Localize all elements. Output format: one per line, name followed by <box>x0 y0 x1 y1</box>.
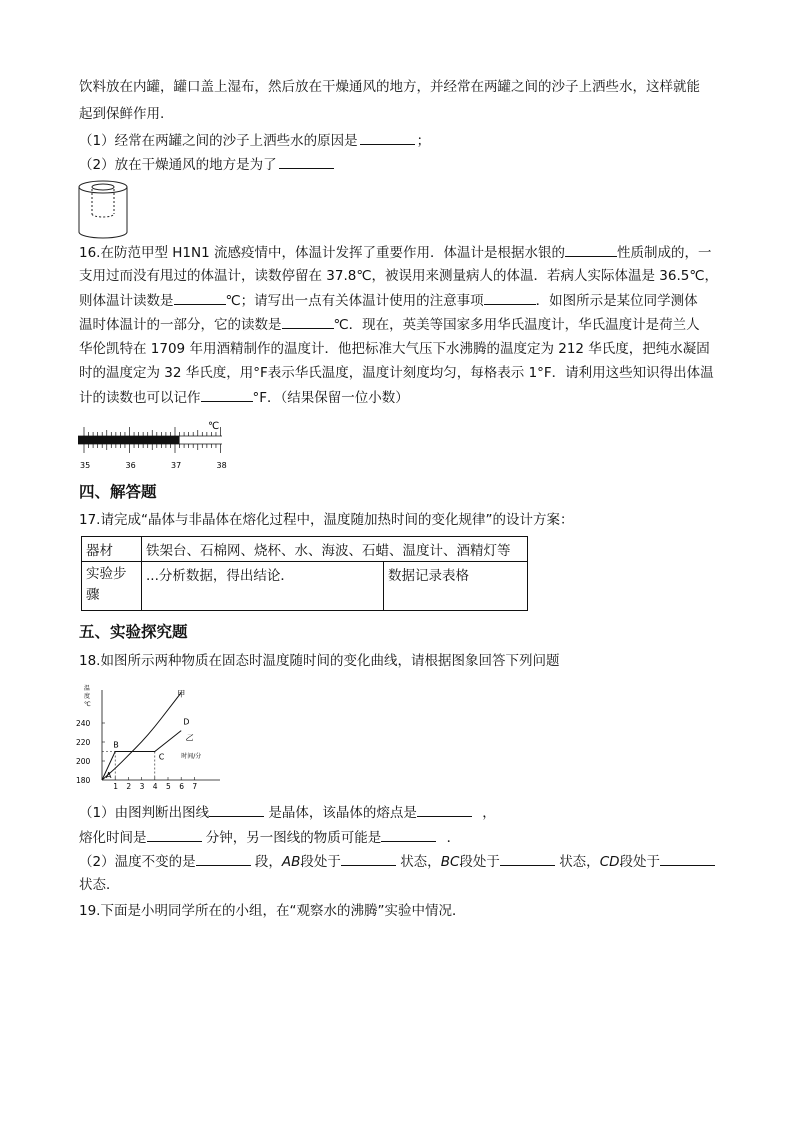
answer-blank[interactable] <box>360 130 415 145</box>
q16-line6: 时的温度定为 32 华氏度，用°F表示华氏温度，温度计刻度均匀，每格表示 1°F．请利用这些知识得出体温 <box>79 365 714 381</box>
table-cell-equipment: 铁架台、石棉网、烧杯、水、海波、石蜡、温度计、酒精灯等 <box>142 537 528 562</box>
q18-stem: 18.如图所示两种物质在固态时温度随时间的变化曲线，请根据图象回答下列问题 <box>79 653 560 669</box>
y-axis-label-2: 度 <box>84 693 91 700</box>
point-label-a: A <box>106 771 112 780</box>
x-tick-label: 7 <box>192 782 198 791</box>
thermometer-tick-label: 37 <box>171 461 182 470</box>
thermometer-unit: ℃ <box>208 421 220 432</box>
answer-blank[interactable] <box>341 851 396 866</box>
thermometer-tick-label: 38 <box>216 461 227 470</box>
answer-blank[interactable] <box>196 851 251 866</box>
q17-stem: 17.请完成“晶体与非晶体在熔化过程中，温度随加热时间的变化规律”的设计方案： <box>79 512 574 528</box>
answer-blank[interactable] <box>279 154 334 169</box>
point-label-d: D <box>183 717 190 727</box>
q18-sub2: （2）温度不变的是 段，AB段处于 状态，BC段处于 状态，CD段处于 <box>79 851 719 873</box>
series-label-jia: 甲 <box>177 689 186 699</box>
y-tick-label: 180 <box>76 776 91 785</box>
q17-design-table <box>81 536 528 611</box>
cylinder-jar-figure <box>74 178 134 242</box>
y-tick-label: 240 <box>76 719 91 728</box>
q16-line4: 温时体温计的一部分，它的读数是 ℃．现在，英美等国家多用华氏温度计，华氏温度计是荷兰人 <box>79 314 719 336</box>
q16-line1: 16.在防范甲型 H1N1 流感疫情中，体温计发挥了重要作用．体温计是根据水银的 性质制成的，一 <box>79 242 719 264</box>
section-title-5: 五、实验探究题 <box>79 623 188 641</box>
q18-sub1-line2: 熔化时间是 分钟，另一图线的物质可能是 ． <box>79 827 719 849</box>
y-axis-label-3: ℃ <box>84 701 91 708</box>
answer-blank[interactable] <box>484 290 536 305</box>
y-tick-label: 220 <box>76 738 91 747</box>
q19-stem: 19.下面是小明同学所在的小组，在“观察水的沸腾”实验中情况． <box>79 903 466 919</box>
answer-blank[interactable] <box>174 290 226 305</box>
x-tick-label: 3 <box>139 782 145 791</box>
q15-intro-line1: 饮料放在内罐，罐口盖上湿布，然后放在干燥通风的地方，并经常在两罐之间的沙子上洒些水，这样就能 <box>79 79 700 95</box>
x-tick-label: 6 <box>179 782 184 791</box>
answer-blank[interactable] <box>660 851 715 866</box>
answer-blank[interactable] <box>565 242 617 257</box>
table-cell-label: 实验步 骤 <box>82 562 142 611</box>
q15-sub1: （1）经常在两罐之间的沙子上洒些水的原因是 ； <box>79 130 719 152</box>
answer-blank[interactable] <box>500 851 555 866</box>
q16-line5: 华伦凯特在 1709 年用酒精制作的温度计．他把标准大气压下水沸腾的温度定为 212 华氏度，把纯水凝固 <box>79 341 710 357</box>
thermometer-figure <box>74 416 234 474</box>
answer-blank[interactable] <box>147 827 202 842</box>
table-row <box>82 562 528 611</box>
q15-sub2: （2）放在干燥通风的地方是为了 <box>79 154 719 176</box>
thermometer-tick-label: 35 <box>80 461 91 470</box>
answer-blank[interactable] <box>381 827 436 842</box>
mercury-column <box>78 436 180 444</box>
x-tick-label: 2 <box>126 782 132 791</box>
answer-blank[interactable] <box>282 314 334 329</box>
q15-intro-line2: 起到保鲜作用. <box>79 106 165 122</box>
temperature-time-chart <box>74 682 234 794</box>
answer-blank[interactable] <box>209 802 264 817</box>
series-line-jia <box>102 693 181 780</box>
series-label-yi: 乙 <box>185 733 194 743</box>
x-tick-label: 5 <box>166 782 171 791</box>
x-tick-label: 4 <box>152 782 158 791</box>
x-axis-label: 时间/分 <box>181 753 202 761</box>
y-tick-label: 200 <box>76 757 91 766</box>
answer-blank[interactable] <box>417 802 472 817</box>
thermometer-tick-label: 36 <box>125 461 136 470</box>
point-label-c: C <box>158 752 165 762</box>
q18-sub1-line1: （1）由图判断出图线 是晶体，该晶体的熔点是 ， <box>79 802 719 824</box>
x-tick-label: 1 <box>113 782 118 791</box>
q18-sub2-end: 状态． <box>79 877 120 893</box>
point-label-b: B <box>113 740 119 750</box>
table-cell-label: 器材 <box>82 537 142 562</box>
answer-blank[interactable] <box>201 387 253 402</box>
table-row <box>82 537 528 562</box>
y-axis-label-1: 温 <box>84 685 91 692</box>
q16-line2: 支用过而没有甩过的体温计，读数停留在 37.8℃，被误用来测量病人的体温．若病人实际体温是 36.5℃， <box>79 268 719 284</box>
table-cell-record[interactable]: 数据记录表格 <box>384 562 528 611</box>
series-line-yi <box>102 731 181 780</box>
section-title-4: 四、解答题 <box>79 483 157 501</box>
q16-line3: 则体温计读数是 ℃；请写出一点有关体温计使用的注意事项 ．如图所示是某位同学测体 <box>79 290 719 312</box>
table-cell-steps[interactable]: ...分析数据，得出结论． <box>142 562 384 611</box>
q16-line7: 计的读数也可以记作 °F．（结果保留一位小数） <box>79 387 719 409</box>
